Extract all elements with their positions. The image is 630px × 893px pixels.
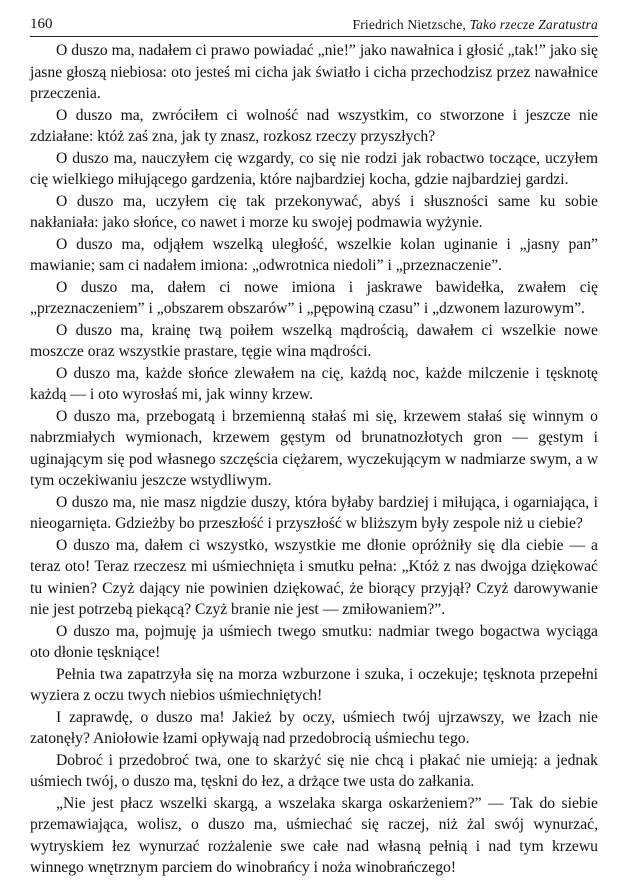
paragraph: O duszo ma, nauczyłem cię wzgardy, co się nie rodzi jak robactwo toczące, uczyłem cię wielkiego miłującego gardzenia, które najbardziej kocha, gdzie najbardziej gardzi. [30,149,598,188]
paragraph: O duszo ma, każde słońce zlewałem na cię, każdą noc, każde milczenie i tęsknotę każdą — i oto wyrosłaś mi, jak winny krzew. [30,364,598,403]
paragraph: O duszo ma, pojmuję ja uśmiech twego smutku: nadmiar twego bogactwa wyciąga oto dłonie tęskniące! [30,622,598,661]
author-name: Friedrich Nietzsche, [352,17,466,32]
paragraph: O duszo ma, przebogatą i brzemienną stałaś mi się, krzewem stałaś się winnym o nabrzmiałych wymionach, krzewem gęstym od brunatnozłotych gron — gęstym i uginającym się pod własnego szczęścia ciężarem, wyczekującym w nadmiarze swym, a w tym oczekiwaniu jeszcze wstydliwym. [30,407,598,489]
paragraph: Dobroć i przedobroć twa, one to skarżyć się nie chcą i płakać nie umieją: a jednak uśmiech twój, o duszo ma, tęskni do łez, a drżące twe usta do załkania. [30,751,598,790]
running-head [353,16,598,34]
running-header [30,14,598,37]
paragraph: O duszo ma, nadałem ci prawo powiadać „nie!” jako nawałnica i głosić „tak!” jako się jasne głoszą niebiosa: oto jesteś mi cicha jak światło i cicha przechodzisz przez nawałnice przeczenia. [30,42,598,102]
paragraph: I zaprawdę, o duszo ma! Jakież by oczy, uśmiech twój ujrzawszy, we łzach nie zatonęły? Aniołowie łzami opływają nad przedobrocią uśmiechu tego. [30,708,598,747]
paragraph: O duszo ma, dałem ci wszystko, wszystkie me dłonie opróżniły się dla ciebie — a teraz oto! Teraz rzeczesz mi uśmiechnięta i smutku pełna: „Któż z nas dwojga dziękować tu winien? Czyż dający nie powinien dziękować, że biorący przyjął? Czyż darowywanie nie jest potrzebą piekącą? Czyż branie nie jest — zmiłowaniem?”. [30,536,598,618]
paragraph: O duszo ma, uczyłem cię tak przekonywać, abyś i słuszności same ku sobie nakłaniała: jako słońce, co nawet i morze ku swojej podmawia wyżynie. [30,192,598,231]
book-title: Tako rzecze Zaratustra [469,17,598,32]
paragraph: O duszo ma, odjąłem wszelką uległość, wszelkie kolan uginanie i „jasny pan” mawianie; sam ci nadałem imiona: „odwrotnica niedoli” i „przeznaczenie”. [30,235,598,274]
page-number: 160 [30,16,53,32]
paragraph: O duszo ma, zwróciłem ci wolność nad wszystkim, co stworzone i jeszcze nie zdziałane: któż zaś zna, jak ty znasz, rozkosz rzeczy przyszłych? [30,106,598,145]
paragraph: Pełnia twa zapatrzyła się na morza wzburzone i szuka, i oczekuje; tęsknota przepełni wyziera z oczu twych niebios uśmiechniętych! [30,665,598,704]
paragraph: O duszo ma, krainę twą poiłem wszelką mądrością, dawałem ci wszelkie nowe moszcze oraz wszystkie prastare, tęgie wina mądrości. [30,321,598,360]
paragraph: „Nie jest płacz wszelki skargą, a wszelaka skarga oskarżeniem?” — Tak do siebie przemawiająca, wolisz, o duszo ma, uśmiechać się raczej, niż żal swój wynurzać, wytryskiem łez wynurzać rozżalenie swe całe nad własną pełnią i nad tym krzewu winnego wnętrznym parciem do winobrańcy i noża winobrańczego! [30,794,598,876]
paragraph: O duszo ma, dałem ci nowe imiona i jaskrawe bawidełka, zwałem cię „przeznaczeniem” i „obszarem obszarów” i „pępowiną czasu” i „dzwonem lazurowym”. [30,278,598,317]
body-text [30,40,598,879]
paragraph: O duszo ma, nie masz nigdzie duszy, która byłaby bardziej i miłująca, i ogarniająca, i nieogarnięta. Gdzieżby bo przeszłość i przyszłość w bliższym były zespole niż u ciebie? [30,493,598,532]
